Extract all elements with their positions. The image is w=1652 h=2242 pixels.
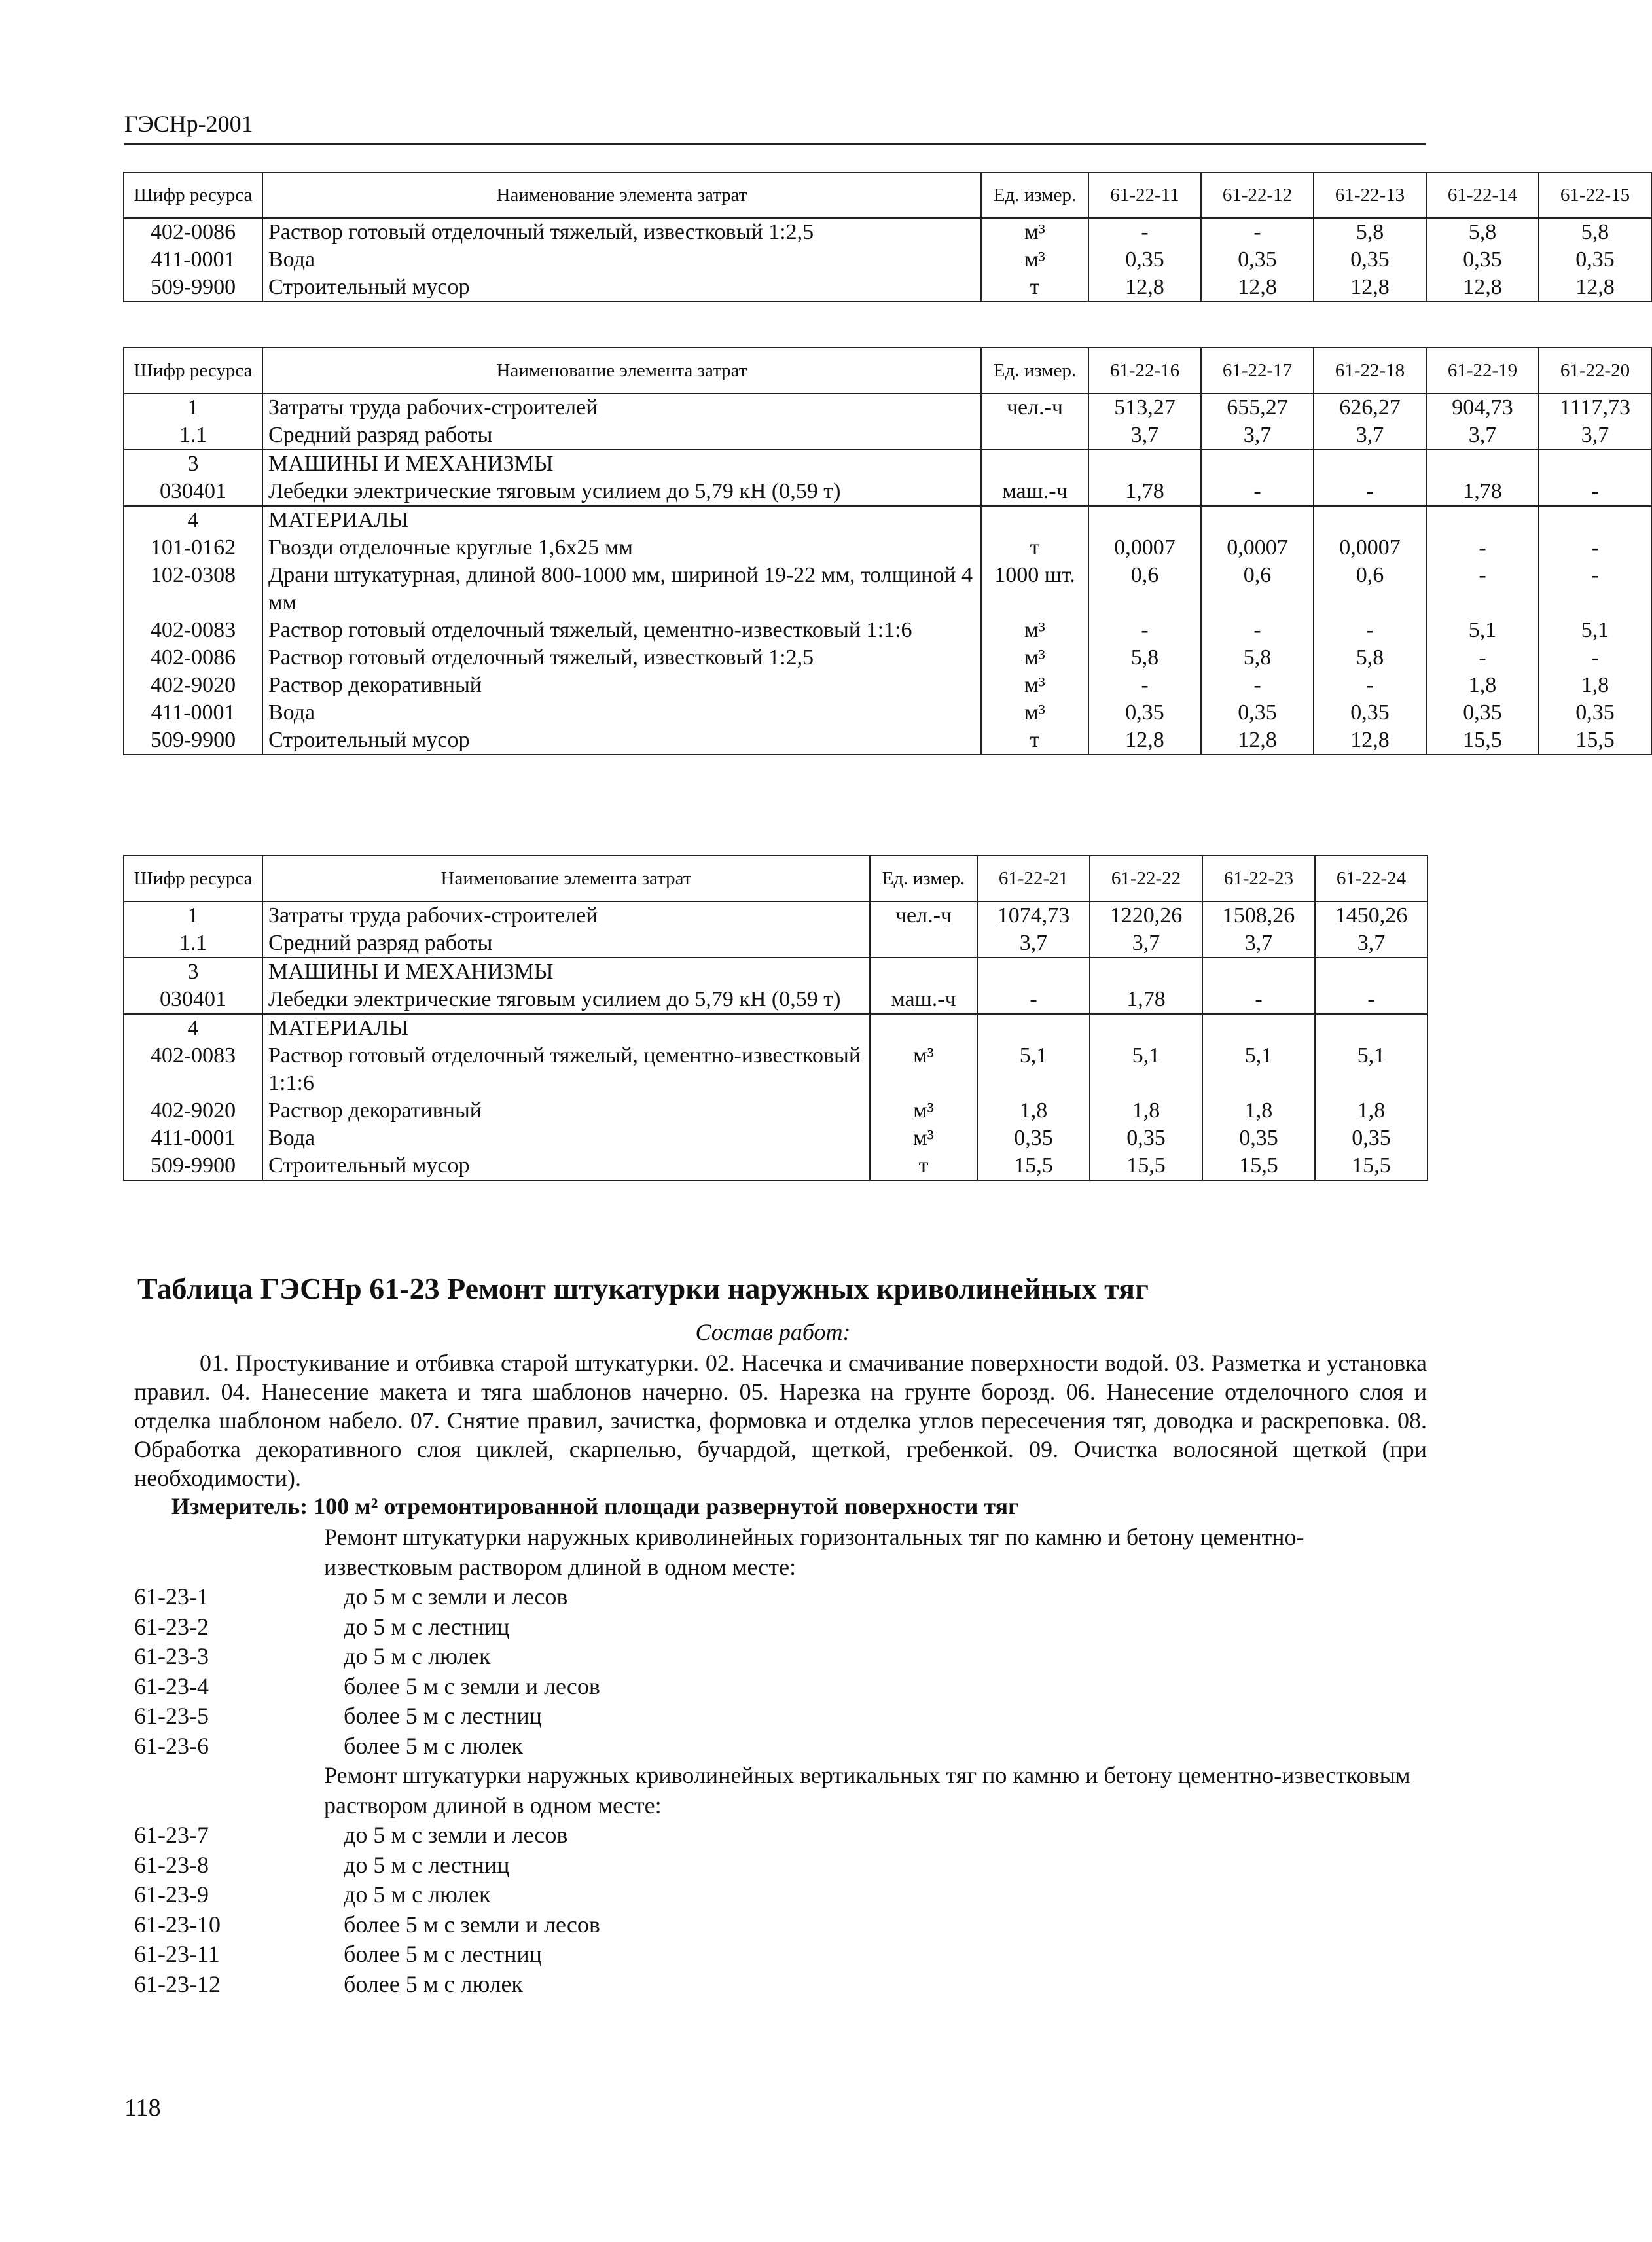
cell-value: 1117,73 [1539, 393, 1651, 422]
cell-value: - [1088, 218, 1201, 246]
table-header-row [124, 348, 1651, 393]
item-code: 61-23-3 [134, 1643, 209, 1669]
cell-value [1314, 450, 1426, 478]
header-col: 61-22-21 [977, 856, 1090, 901]
cell-value: 0,35 [1202, 1125, 1315, 1152]
cell-value: 0,35 [1201, 699, 1314, 727]
cell-value [977, 958, 1090, 986]
cell-value: - [1426, 562, 1539, 617]
cell-value: 1508,26 [1202, 901, 1315, 930]
cell-value: 655,27 [1201, 393, 1314, 422]
cell-value [1202, 958, 1315, 986]
cell-value: 12,8 [1539, 274, 1651, 302]
cell-name: МАШИНЫ И МЕХАНИЗМЫ [262, 958, 870, 986]
cell-value: 12,8 [1088, 727, 1201, 755]
header-col: 61-22-19 [1426, 348, 1539, 393]
table-row [124, 930, 1428, 958]
cell-value: 1,8 [977, 1097, 1090, 1125]
cell-value: 15,5 [1202, 1152, 1315, 1180]
header-col: 61-22-23 [1202, 856, 1315, 901]
item-code: 61-23-2 [134, 1613, 209, 1640]
cell-code: 030401 [124, 986, 262, 1014]
cell-unit: чел.-ч [981, 393, 1088, 422]
cell-value: 1074,73 [977, 901, 1090, 930]
table-row [124, 1097, 1428, 1125]
table-row [124, 274, 1651, 302]
cell-value: - [1539, 478, 1651, 506]
header-code: Шифр ресурса [124, 856, 262, 901]
cell-unit: м³ [981, 617, 1088, 644]
cell-value [1314, 506, 1426, 534]
header-col: 61-22-13 [1314, 172, 1426, 218]
cell-name: Вода [262, 246, 981, 274]
item-code: 61-23-10 [134, 1911, 221, 1938]
table-row [124, 246, 1651, 274]
cell-name: Драни штукатурная, длиной 800-1000 мм, шириной 19-22 мм, толщиной 4 мм [262, 562, 981, 617]
cell-code: 402-0086 [124, 218, 262, 246]
list-item [134, 1672, 1427, 1702]
table-row [124, 1152, 1428, 1180]
cell-name: Раствор готовый отделочный тяжелый, известковый 1:2,5 [262, 218, 981, 246]
cell-code: 102-0308 [124, 562, 262, 617]
resource-table-61-22-16-20 [123, 347, 1652, 755]
works-subtitle: Состав работ: [695, 1319, 851, 1345]
cell-value: 15,5 [1426, 727, 1539, 755]
cell-value [1088, 506, 1201, 534]
cell-value: 0,35 [1315, 1125, 1428, 1152]
cell-name: Раствор декоративный [262, 672, 981, 699]
cell-value: 12,8 [1426, 274, 1539, 302]
page-number: 118 [124, 2094, 161, 2122]
cell-value: 15,5 [1539, 727, 1651, 755]
header-col: 61-22-12 [1201, 172, 1314, 218]
cell-value: 0,35 [1426, 699, 1539, 727]
header-unit: Ед. измер. [981, 172, 1088, 218]
list-item [134, 1701, 1427, 1731]
cell-value: - [1088, 617, 1201, 644]
cell-code: 030401 [124, 478, 262, 506]
cell-name: Лебедки электрические тяговым усилием до 5,79 кН (0,59 т) [262, 986, 870, 1014]
cell-unit: м³ [981, 644, 1088, 672]
cell-value: 5,8 [1088, 644, 1201, 672]
cell-value: 3,7 [1426, 422, 1539, 450]
cell-value: 0,6 [1314, 562, 1426, 617]
list-item [134, 1880, 1427, 1910]
resource-table-61-22-21-24 [123, 855, 1428, 1181]
cell-code: 402-0083 [124, 617, 262, 644]
cell-value: 1,78 [1088, 478, 1201, 506]
cell-unit [870, 930, 977, 958]
cell-code: 402-0083 [124, 1042, 262, 1097]
table-row [124, 617, 1651, 644]
list-item [134, 1820, 1427, 1851]
item-code: 61-23-9 [134, 1881, 209, 1908]
group-heading: Ремонт штукатурки наружных криволинейных горизонтальных тяг по камню и бетону цементно-известковым раствором длиной в одном месте: [324, 1524, 1304, 1580]
cell-name: Гвозди отделочные круглые 1,6х25 мм [262, 534, 981, 562]
item-code: 61-23-8 [134, 1851, 209, 1878]
cell-value: 3,7 [1090, 930, 1202, 958]
cell-value: 5,1 [1539, 617, 1651, 644]
running-header: ГЭСНр-2001 [124, 110, 1426, 145]
cell-value [1539, 506, 1651, 534]
table-row [124, 699, 1651, 727]
table-row [124, 450, 1651, 478]
cell-value: 0,35 [1539, 246, 1651, 274]
table-row [124, 218, 1651, 246]
cell-value: 5,8 [1314, 644, 1426, 672]
cell-value: 513,27 [1088, 393, 1201, 422]
cell-unit: т [870, 1152, 977, 1180]
cell-value [1090, 1014, 1202, 1042]
cell-value: 904,73 [1426, 393, 1539, 422]
cell-value: 5,1 [1315, 1042, 1428, 1097]
cell-value: 5,1 [977, 1042, 1090, 1097]
cell-value: 3,7 [977, 930, 1090, 958]
cell-value: - [1201, 617, 1314, 644]
cell-value: 15,5 [1090, 1152, 1202, 1180]
table-row [124, 478, 1651, 506]
cell-name: Строительный мусор [262, 727, 981, 755]
cell-name: Строительный мусор [262, 1152, 870, 1180]
cell-value: 1,78 [1090, 986, 1202, 1014]
cell-value [1090, 958, 1202, 986]
header-code: Шифр ресурса [124, 348, 262, 393]
cell-name: Строительный мусор [262, 274, 981, 302]
item-text: более 5 м с люлек [344, 1732, 523, 1759]
cell-name: Раствор декоративный [262, 1097, 870, 1125]
table-header-row [124, 172, 1651, 218]
cell-name: Раствор готовый отделочный тяжелый, цементно-известковый 1:1:6 [262, 617, 981, 644]
cell-unit: 1000 шт. [981, 562, 1088, 617]
header-col: 61-22-17 [1201, 348, 1314, 393]
cell-value: 5,8 [1426, 218, 1539, 246]
cell-unit: м³ [870, 1097, 977, 1125]
cell-value: 1,8 [1315, 1097, 1428, 1125]
cell-value: 0,35 [1090, 1125, 1202, 1152]
cell-code: 402-0086 [124, 644, 262, 672]
header-code: Шифр ресурса [124, 172, 262, 218]
cell-value: 12,8 [1314, 727, 1426, 755]
cell-value: - [1314, 478, 1426, 506]
item-code: 61-23-5 [134, 1703, 209, 1729]
cell-code: 509-9900 [124, 727, 262, 755]
cell-value: 0,35 [977, 1125, 1090, 1152]
cell-value: 626,27 [1314, 393, 1426, 422]
cell-value: 12,8 [1201, 727, 1314, 755]
cell-unit: м³ [870, 1042, 977, 1097]
cell-unit: т [981, 534, 1088, 562]
header-col: 61-22-18 [1314, 348, 1426, 393]
item-text: до 5 м с земли и лесов [344, 1583, 568, 1610]
cell-unit: т [981, 727, 1088, 755]
cell-value: 1,8 [1539, 672, 1651, 699]
cell-value: 0,35 [1088, 699, 1201, 727]
cell-value: 0,0007 [1314, 534, 1426, 562]
item-text: более 5 м с земли и лесов [344, 1911, 600, 1938]
cell-code: 411-0001 [124, 1125, 262, 1152]
cell-code: 509-9900 [124, 1152, 262, 1180]
table-row [124, 672, 1651, 699]
item-text: до 5 м с земли и лесов [344, 1822, 568, 1848]
cell-name: МАШИНЫ И МЕХАНИЗМЫ [262, 450, 981, 478]
cell-value: - [1201, 478, 1314, 506]
cell-code: 101-0162 [124, 534, 262, 562]
header-name: Наименование элемента затрат [262, 348, 981, 393]
cell-value: 1450,26 [1315, 901, 1428, 930]
item-text: более 5 м с люлек [344, 1970, 523, 1997]
cell-value: 5,8 [1314, 218, 1426, 246]
cell-unit: м³ [981, 218, 1088, 246]
cell-value: 5,1 [1426, 617, 1539, 644]
works-description: 01. Простукивание и отбивка старой штукатурки. 02. Насечка и смачивание поверхности водой. 03. Разметка и установка правил. 04. Нанесение макета и тяга шаблонов начерно. 05. Нарезка на грунте борозд. 06. Нанесение отделочного слоя и отделка шаблоном набело. 07. Снятие правил, зачистка, формовка и отделка углов пересечения тяг, доводка и раскреповка. 08. Обработка декоративного слоя циклей, скарпелью, бучардой, щеткой, гребенкой. 09. Очистка волосяной щеткой (при необходимости). [134, 1350, 1427, 1491]
header-col: 61-22-20 [1539, 348, 1651, 393]
cell-name: Вода [262, 699, 981, 727]
cell-value: 12,8 [1201, 274, 1314, 302]
cell-value: - [1426, 644, 1539, 672]
cell-unit: м³ [981, 672, 1088, 699]
header-col: 61-22-14 [1426, 172, 1539, 218]
cell-value: - [1315, 986, 1428, 1014]
cell-value [1315, 958, 1428, 986]
header-col: 61-22-15 [1539, 172, 1651, 218]
cell-code: 402-9020 [124, 672, 262, 699]
item-text: более 5 м с лестниц [344, 1941, 542, 1967]
cell-value: - [1539, 562, 1651, 617]
cell-value: - [977, 986, 1090, 1014]
table-row [124, 1125, 1428, 1152]
header-unit: Ед. измер. [870, 856, 977, 901]
table-row [124, 562, 1651, 617]
table-row [124, 1014, 1428, 1042]
cell-value [1088, 450, 1201, 478]
item-code: 61-23-6 [134, 1732, 209, 1759]
cell-name: Вода [262, 1125, 870, 1152]
cell-code: 4 [124, 506, 262, 534]
cell-value: 15,5 [977, 1152, 1090, 1180]
cell-value: 3,7 [1539, 422, 1651, 450]
cell-value: 12,8 [1088, 274, 1201, 302]
work-items-list [134, 1523, 1427, 1999]
cell-value: 0,35 [1088, 246, 1201, 274]
table-row [124, 644, 1651, 672]
cell-unit: м³ [870, 1125, 977, 1152]
cell-value: 3,7 [1314, 422, 1426, 450]
cell-value [1202, 1014, 1315, 1042]
item-text: более 5 м с лестниц [344, 1703, 542, 1729]
cell-name: Средний разряд работы [262, 422, 981, 450]
cell-value: 1,8 [1202, 1097, 1315, 1125]
cell-code: 1 [124, 393, 262, 422]
header-name: Наименование элемента затрат [262, 172, 981, 218]
cell-value: 5,1 [1202, 1042, 1315, 1097]
cell-code: 509-9900 [124, 274, 262, 302]
cell-name: МАТЕРИАЛЫ [262, 1014, 870, 1042]
cell-unit: м³ [981, 699, 1088, 727]
cell-value [1201, 506, 1314, 534]
cell-unit: маш.-ч [981, 478, 1088, 506]
resource-table-61-22-11-15 [123, 172, 1652, 302]
cell-value [1426, 506, 1539, 534]
header-col: 61-22-24 [1315, 856, 1428, 901]
cell-unit: маш.-ч [870, 986, 977, 1014]
measure-unit: Измеритель: 100 м² отремонтированной площади развернутой поверхности тяг [171, 1493, 1019, 1519]
table-row [124, 393, 1651, 422]
table-row [124, 506, 1651, 534]
item-code: 61-23-11 [134, 1941, 220, 1967]
table-row [124, 958, 1428, 986]
item-code: 61-23-12 [134, 1970, 221, 1997]
header-col: 61-22-11 [1088, 172, 1201, 218]
cell-value: - [1201, 672, 1314, 699]
cell-value: - [1202, 986, 1315, 1014]
table-row [124, 1042, 1428, 1097]
list-item [134, 1612, 1427, 1642]
list-item [134, 1910, 1427, 1940]
cell-value [977, 1014, 1090, 1042]
item-text: до 5 м с люлек [344, 1881, 491, 1908]
cell-value [1201, 450, 1314, 478]
cell-code: 1 [124, 901, 262, 930]
cell-value: 0,35 [1314, 246, 1426, 274]
cell-unit: чел.-ч [870, 901, 977, 930]
cell-value: - [1088, 672, 1201, 699]
cell-value: 0,35 [1201, 246, 1314, 274]
cell-name: МАТЕРИАЛЫ [262, 506, 981, 534]
item-text: до 5 м с люлек [344, 1643, 491, 1669]
list-item [134, 1970, 1427, 2000]
list-item [134, 1582, 1427, 1612]
cell-value: 1,8 [1090, 1097, 1202, 1125]
cell-name: Лебедки электрические тяговым усилием до 5,79 кН (0,59 т) [262, 478, 981, 506]
cell-value: 3,7 [1315, 930, 1428, 958]
item-text: до 5 м с лестниц [344, 1851, 510, 1878]
table-row [124, 534, 1651, 562]
table-row [124, 422, 1651, 450]
cell-value: 1220,26 [1090, 901, 1202, 930]
cell-value: - [1539, 534, 1651, 562]
header-col: 61-22-22 [1090, 856, 1202, 901]
header-name: Наименование элемента затрат [262, 856, 870, 901]
cell-value: 15,5 [1315, 1152, 1428, 1180]
table-row [124, 986, 1428, 1014]
cell-name: Раствор готовый отделочный тяжелый, известковый 1:2,5 [262, 644, 981, 672]
cell-value: - [1314, 672, 1426, 699]
cell-value: 5,1 [1090, 1042, 1202, 1097]
header-col: 61-22-16 [1088, 348, 1201, 393]
cell-value: - [1201, 218, 1314, 246]
list-item [134, 1851, 1427, 1881]
table-row [124, 901, 1428, 930]
cell-value: 0,6 [1201, 562, 1314, 617]
cell-value: - [1314, 617, 1426, 644]
cell-unit: т [981, 274, 1088, 302]
list-item [134, 1642, 1427, 1672]
section-title: Таблица ГЭСНр 61-23 Ремонт штукатурки наружных криволинейных тяг [137, 1272, 1149, 1305]
cell-value: - [1539, 644, 1651, 672]
cell-value: 0,35 [1539, 699, 1651, 727]
cell-value: 0,6 [1088, 562, 1201, 617]
item-text: более 5 м с земли и лесов [344, 1672, 600, 1699]
cell-value: 0,0007 [1201, 534, 1314, 562]
table-header-row [124, 856, 1428, 901]
item-code: 61-23-1 [134, 1583, 209, 1610]
item-text: до 5 м с лестниц [344, 1613, 510, 1640]
cell-unit [870, 1014, 977, 1042]
cell-value: 3,7 [1202, 930, 1315, 958]
cell-code: 3 [124, 450, 262, 478]
cell-unit [981, 422, 1088, 450]
cell-code: 1.1 [124, 422, 262, 450]
cell-value: 0,35 [1426, 246, 1539, 274]
cell-value: 5,8 [1201, 644, 1314, 672]
cell-name: Затраты труда рабочих-строителей [262, 393, 981, 422]
cell-value: 0,0007 [1088, 534, 1201, 562]
cell-value [1539, 450, 1651, 478]
cell-unit [981, 450, 1088, 478]
cell-value [1426, 450, 1539, 478]
cell-value: 0,35 [1314, 699, 1426, 727]
cell-unit: м³ [981, 246, 1088, 274]
list-item [134, 1731, 1427, 1762]
item-code: 61-23-7 [134, 1822, 209, 1848]
cell-value: - [1426, 534, 1539, 562]
cell-code: 402-9020 [124, 1097, 262, 1125]
cell-code: 411-0001 [124, 699, 262, 727]
list-item [134, 1940, 1427, 1970]
cell-value: 1,8 [1426, 672, 1539, 699]
cell-code: 4 [124, 1014, 262, 1042]
table-row [124, 727, 1651, 755]
header-unit: Ед. измер. [981, 348, 1088, 393]
cell-unit [870, 958, 977, 986]
cell-value: 12,8 [1314, 274, 1426, 302]
cell-value: 3,7 [1088, 422, 1201, 450]
item-code: 61-23-4 [134, 1672, 209, 1699]
cell-name: Затраты труда рабочих-строителей [262, 901, 870, 930]
cell-code: 1.1 [124, 930, 262, 958]
cell-value: 3,7 [1201, 422, 1314, 450]
cell-name: Раствор готовый отделочный тяжелый, цементно-известковый 1:1:6 [262, 1042, 870, 1097]
cell-code: 411-0001 [124, 246, 262, 274]
cell-unit [981, 506, 1088, 534]
cell-name: Средний разряд работы [262, 930, 870, 958]
cell-code: 3 [124, 958, 262, 986]
cell-value: 1,78 [1426, 478, 1539, 506]
group-heading: Ремонт штукатурки наружных криволинейных вертикальных тяг по камню и бетону цементно-известковым раствором длиной в одном месте: [324, 1762, 1410, 1818]
cell-value [1315, 1014, 1428, 1042]
cell-value: 5,8 [1539, 218, 1651, 246]
